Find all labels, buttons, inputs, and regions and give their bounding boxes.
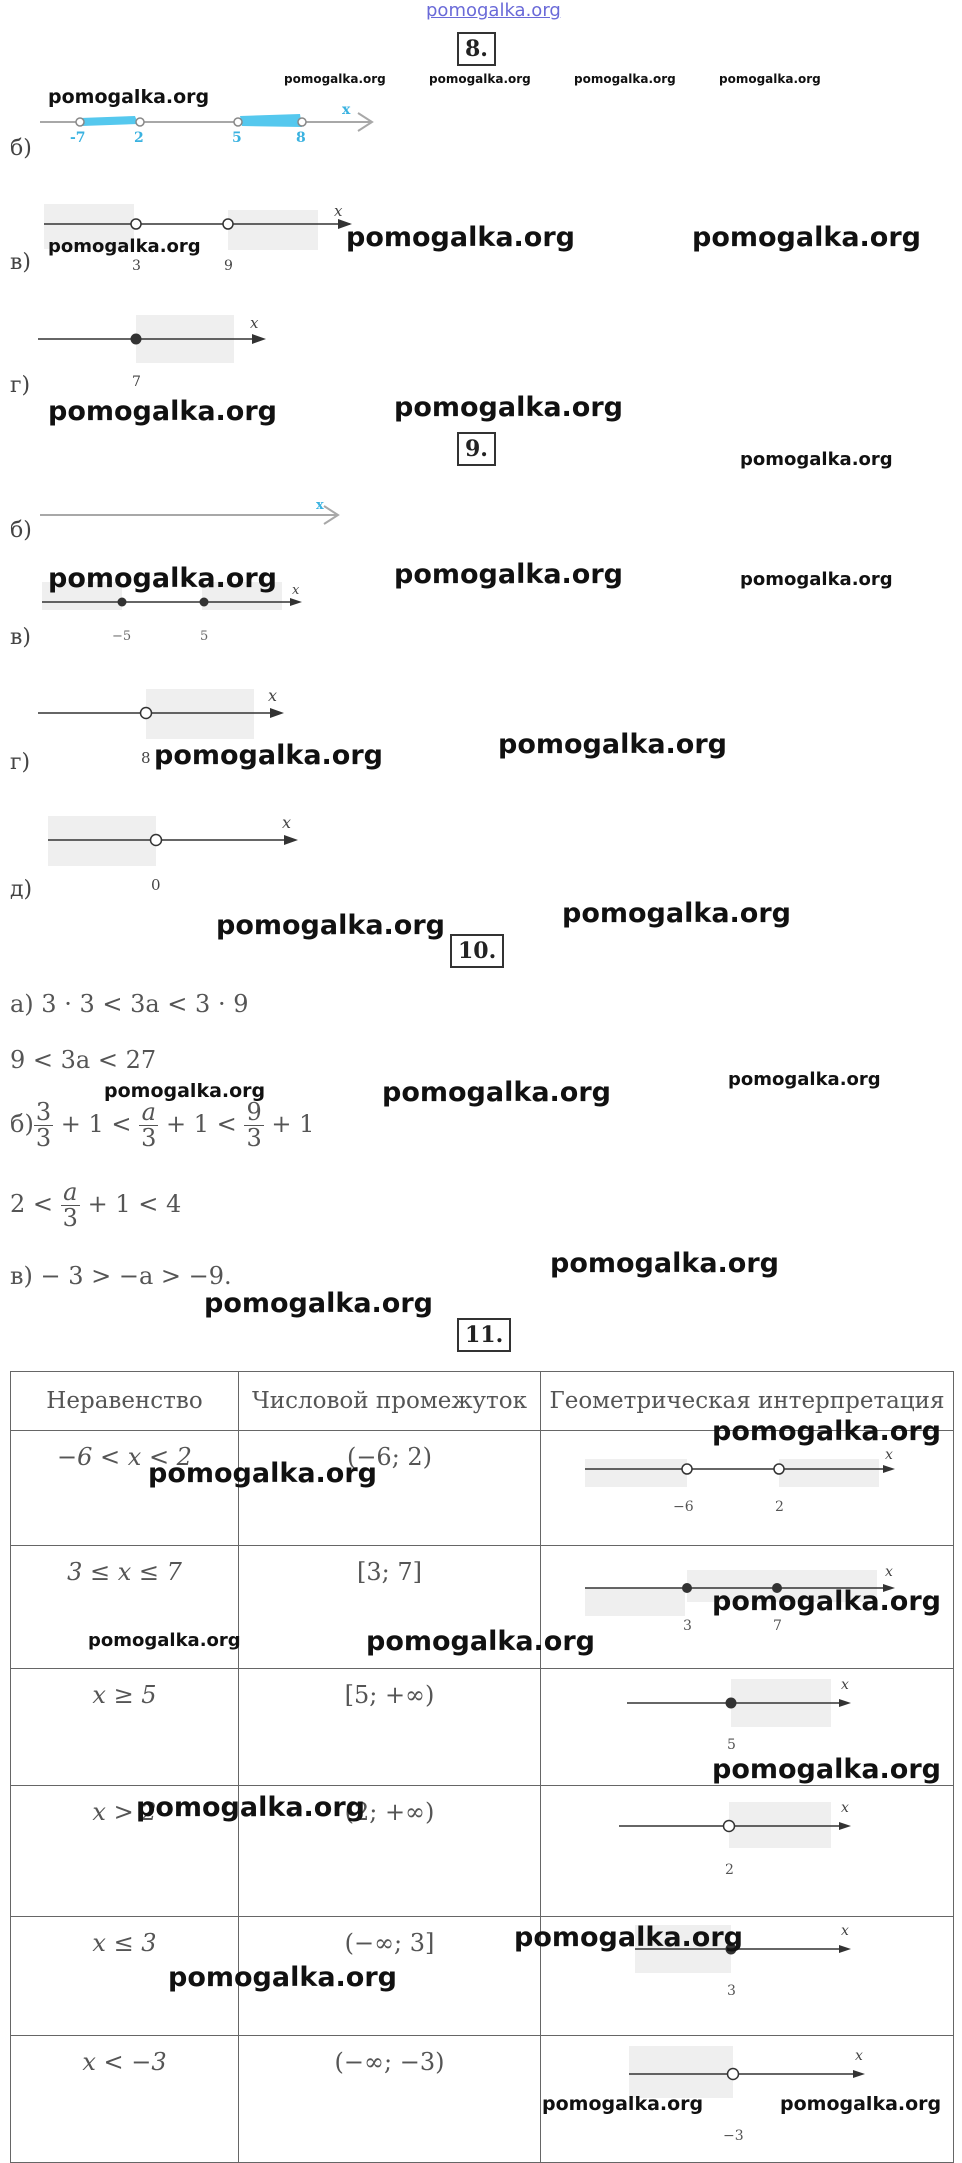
tick-label: 3 (727, 1983, 736, 1999)
eq-10b-line1: б) $\frac{3}{3}$ + 1 < $\frac{a}{3}$ + 1 < $\frac{9}{3}$ + 1 (10, 1098, 315, 1153)
header-inequality: Неравенство (11, 1372, 239, 1431)
tick-label: −3 (723, 2128, 744, 2144)
sub-label-9g: г) (10, 750, 31, 775)
watermark: pomogalka.org (394, 392, 623, 423)
task-number-9: 9. (457, 432, 496, 466)
numberline-9b (40, 500, 350, 530)
watermark: pomogalka.org (712, 1586, 941, 1617)
eq-10v: в) − 3 > −a > −9. (10, 1262, 232, 1290)
tick-label: 3 (132, 258, 141, 274)
watermark: pomogalka.org (728, 1069, 881, 1090)
numberline-9d (46, 812, 306, 902)
axis-label: x (855, 2048, 863, 2064)
tick-label: −5 (112, 629, 132, 644)
watermark: pomogalka.org (216, 910, 445, 941)
watermark: pomogalka.org (204, 1288, 433, 1319)
watermark: pomogalka.org (346, 222, 575, 253)
watermark: pomogalka.org (740, 449, 893, 470)
watermark: pomogalka.org (574, 72, 676, 86)
tick-label: −6 (673, 1499, 694, 1515)
watermark: pomogalka.org (366, 1626, 595, 1657)
eq-10b-line2: 2 < $\frac{a}{3}$ + 1 < 4 (10, 1178, 182, 1233)
watermark: pomogalka.org (284, 72, 386, 86)
watermark: pomogalka.org (550, 1248, 779, 1279)
axis-label: x (841, 1800, 849, 1816)
axis-label: x (282, 813, 292, 832)
watermark: pomogalka.org (48, 236, 201, 257)
axis-label: x (250, 314, 259, 332)
watermark: pomogalka.org (48, 563, 277, 594)
tick-label: 7 (773, 1618, 782, 1634)
watermark: pomogalka.org (562, 898, 791, 929)
axis-label: x (841, 1677, 849, 1693)
header-geometry: Геометрическая интерпретация (541, 1372, 954, 1431)
tick-label: 0 (151, 876, 161, 894)
task-number-8: 8. (457, 32, 496, 66)
sub-label-9d: д) (10, 877, 33, 902)
site-header-link[interactable]: pomogalka.org (426, 0, 561, 21)
sub-label-8b: б) (10, 136, 32, 161)
watermark: pomogalka.org (740, 569, 893, 590)
task-number-10: 10. (450, 934, 504, 968)
interval-cell: (2; +∞) (344, 1798, 435, 1826)
watermark: pomogalka.org (719, 72, 821, 86)
eq-prefix: б) (10, 1110, 34, 1139)
watermark: pomogalka.org (394, 559, 623, 590)
axis-label: x (841, 1923, 849, 1939)
header-interval: Числовой промежуток (239, 1372, 541, 1431)
sub-label-8g: г) (10, 373, 31, 398)
tick-label: 2 (775, 1499, 784, 1515)
interval-cell: [5; +∞) (344, 1681, 435, 1709)
sub-label-9v: в) (10, 625, 31, 650)
axis-label: x (292, 583, 300, 598)
eq-10a-line1: а) 3 · 3 < 3a < 3 · 9 (10, 990, 249, 1018)
inequality-cell: x ≥ 5 (92, 1681, 157, 1709)
tick-label: 8 (296, 130, 306, 146)
watermark: pomogalka.org (429, 72, 531, 86)
interval-cell: (−6; 2) (346, 1443, 433, 1471)
watermark: pomogalka.org (88, 1630, 241, 1651)
watermark: pomogalka.org (692, 222, 921, 253)
eq-10a-line2: 9 < 3a < 27 (10, 1046, 157, 1074)
watermark: pomogalka.org (712, 1754, 941, 1785)
tick-label: 3 (683, 1618, 692, 1634)
task-number-11: 11. (457, 1318, 511, 1352)
inequality-cell: x > 2 (92, 1798, 157, 1826)
sub-label-9b: б) (10, 518, 32, 543)
axis-label: x (316, 500, 324, 513)
watermark: pomogalka.org (712, 1416, 941, 1447)
sub-label-8v: в) (10, 250, 31, 275)
inequality-cell: x < −3 (82, 2048, 167, 2076)
watermark: pomogalka.org (48, 396, 277, 427)
interval-cell: (−∞; 3] (344, 1929, 435, 1957)
tick-label: -7 (70, 130, 86, 146)
numberline-row4 (541, 1786, 953, 1912)
watermark: pomogalka.org (136, 1792, 365, 1823)
watermark: pomogalka.org (48, 86, 210, 108)
axis-label: x (334, 202, 343, 220)
watermark: pomogalka.org (498, 729, 727, 760)
axis-label: x (342, 102, 351, 118)
table-row (11, 1917, 954, 2036)
watermark: pomogalka.org (780, 2093, 942, 2115)
inequality-cell: 3 ≤ x ≤ 7 (67, 1558, 182, 1586)
axis-label: x (885, 1564, 893, 1580)
tick-label: 5 (232, 130, 242, 146)
numberline-row1 (541, 1431, 953, 1541)
tick-label: 7 (132, 374, 141, 390)
tick-label: 9 (224, 258, 233, 274)
numberline-8g (38, 312, 278, 392)
tick-label: 5 (727, 1737, 736, 1753)
tick-label: 5 (200, 629, 209, 644)
interval-cell: (−∞; −3) (334, 2048, 445, 2076)
watermark: pomogalka.org (542, 2093, 704, 2115)
watermark: pomogalka.org (382, 1077, 611, 1108)
watermark: pomogalka.org (168, 1962, 397, 1993)
tick-label: 8 (141, 749, 151, 767)
watermark: pomogalka.org (148, 1458, 377, 1489)
tick-label: 2 (134, 130, 144, 146)
interval-cell: [3; 7] (357, 1558, 422, 1586)
watermark: pomogalka.org (104, 1080, 266, 1102)
inequality-cell: x ≤ 3 (92, 1929, 157, 1957)
inequality-cell: −6 < x < 2 (57, 1443, 192, 1471)
watermark: pomogalka.org (514, 1922, 743, 1953)
axis-label: x (268, 686, 278, 705)
tick-label: 2 (725, 1862, 734, 1878)
watermark: pomogalka.org (154, 740, 383, 771)
axis-label: x (885, 1447, 893, 1463)
